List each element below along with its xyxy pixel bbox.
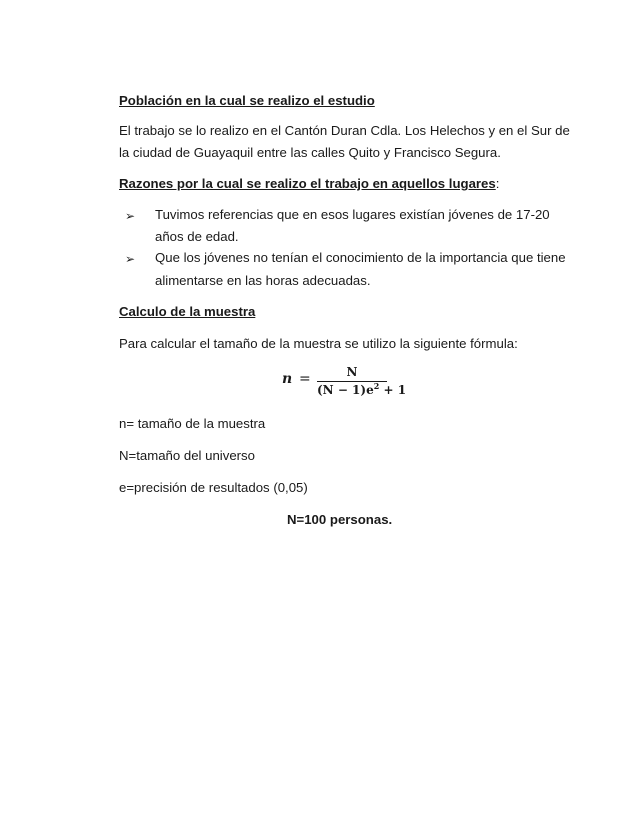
formula-equals: = [299, 371, 311, 387]
definition-universe: N=tamaño del universo [119, 448, 255, 463]
paragraph-line: Para calcular el tamaño de la muestra se utilizo la siguiente fórmula: [119, 336, 518, 351]
bullet-text: alimentarse en las horas adecuadas. [155, 273, 371, 288]
paragraph-line: El trabajo se lo realizo en el Cantón Duran Cdla. Los Helechos y en el Sur de [119, 123, 570, 138]
paragraph-line: la ciudad de Guayaquil entre las calles Quito y Francisco Segura. [119, 145, 501, 160]
bullet-text: Que los jóvenes no tenían el conocimiento de la importancia que tiene [155, 250, 566, 265]
sample-size-formula [282, 365, 407, 405]
formula-denominator [317, 381, 407, 397]
definition-n: n= tamaño de la muestra [119, 416, 266, 431]
section-heading-razones: Razones por la cual se realizo el trabajo en aquellos lugares [119, 176, 496, 191]
heading-colon: : [495, 176, 500, 191]
section-heading-razones-row [119, 176, 499, 192]
bullet-text: Tuvimos referencias que en esos lugares existían jóvenes de 17-20 [155, 207, 550, 222]
bullet-arrow-icon: ➢ [125, 209, 136, 223]
denominator-tail: + 1 [379, 383, 407, 397]
result-population: N=100 personas. [287, 512, 393, 527]
definition-precision: e=precisión de resultados (0,05) [119, 480, 308, 495]
formula-lhs: n [282, 371, 293, 387]
bullet-arrow-icon: ➢ [125, 252, 136, 266]
denominator-base: (N − 1)e [317, 383, 374, 397]
formula-numerator: N [346, 365, 358, 379]
denominator-exponent: 2 [373, 381, 380, 391]
section-heading-calculo: Calculo de la muestra [119, 304, 256, 319]
bullet-text: años de edad. [155, 229, 239, 244]
section-heading-poblacion: Población en la cual se realizo el estudio [119, 93, 375, 108]
